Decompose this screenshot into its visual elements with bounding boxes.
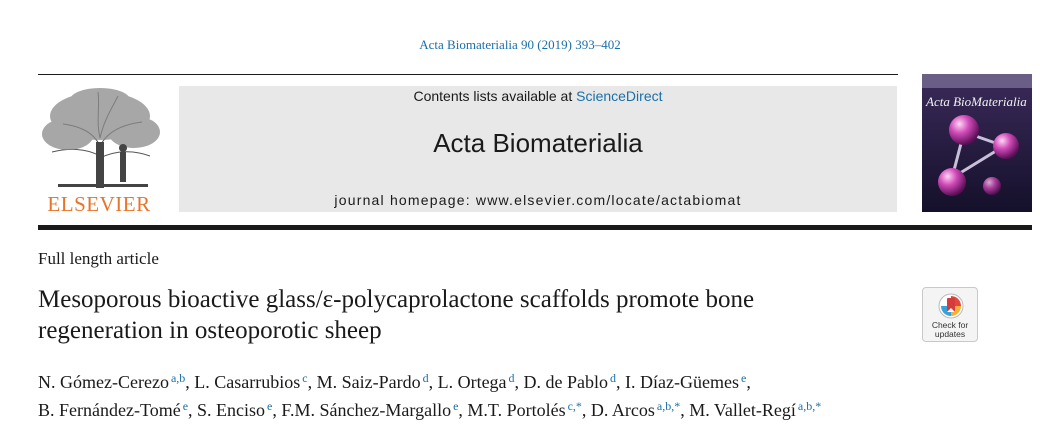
author-name[interactable]: F.M. Sánchez-Margallo — [281, 400, 452, 420]
author-name[interactable]: M. Saiz-Pardo — [316, 372, 421, 392]
author-name[interactable]: B. Fernández-Tomé — [38, 400, 181, 420]
article-type: Full length article — [38, 249, 159, 268]
publisher-name[interactable]: ELSEVIER — [47, 192, 151, 216]
author-line-1 — [38, 366, 1038, 394]
author-separator: , — [514, 372, 524, 392]
author-separator: , — [458, 400, 468, 420]
author-separator: , — [746, 372, 751, 392]
author-name[interactable]: M. Vallet-Regí — [689, 400, 796, 420]
author-affiliation-marker[interactable]: e — [741, 371, 747, 385]
author-separator: , — [581, 400, 591, 420]
journal-citation[interactable]: Acta Biomaterialia 90 (2019) 393–402 — [419, 37, 621, 52]
cover-title: Acta BioMaterialia — [926, 94, 1027, 109]
sciencedirect-link[interactable]: ScienceDirect — [576, 88, 663, 104]
author-name[interactable]: D. Arcos — [590, 400, 655, 420]
author-affiliation-marker[interactable]: d — [508, 371, 515, 385]
journal-title: Acta Biomaterialia — [433, 128, 643, 158]
article-title-line-2: regeneration in osteoporotic sheep — [38, 317, 382, 344]
author-separator: , — [307, 372, 317, 392]
author-affiliation-marker[interactable]: d — [422, 371, 429, 385]
article-title-line-1: Mesoporous bioactive glass/ε-polycaprolactone scaffolds promote bone — [38, 286, 755, 313]
header-divider — [38, 74, 898, 75]
title-divider — [38, 225, 1032, 230]
author-affiliation-marker[interactable]: a,b,* — [797, 399, 822, 413]
author-name[interactable]: M.T. Portolés — [467, 400, 566, 420]
author-separator: , — [185, 372, 195, 392]
author-name[interactable]: D. de Pablo — [523, 372, 609, 392]
author-line-2 — [38, 394, 1038, 422]
crossmark-icon — [937, 292, 965, 320]
contents-prefix: Contents lists available at — [413, 88, 577, 104]
author-separator: , — [428, 372, 438, 392]
author-name[interactable]: S. Enciso — [197, 400, 266, 420]
contents-availability — [179, 88, 897, 104]
article-title — [38, 284, 908, 346]
journal-masthead — [179, 86, 897, 212]
author-affiliation-marker[interactable]: e — [182, 399, 189, 413]
author-affiliation-marker[interactable]: d — [610, 371, 617, 385]
author-separator: , — [272, 400, 282, 420]
check-for-updates-button[interactable] — [922, 287, 978, 342]
author-separator: , — [680, 400, 690, 420]
author-separator: , — [616, 372, 626, 392]
journal-cover-image[interactable] — [922, 74, 1032, 212]
author-affiliation-marker[interactable]: c — [302, 371, 308, 385]
author-affiliation-marker[interactable]: e — [267, 399, 273, 413]
author-list — [38, 366, 1038, 422]
author-affiliation-marker[interactable]: a,b — [170, 371, 186, 385]
author-affiliation-marker[interactable]: e — [453, 399, 459, 413]
author-name[interactable]: N. Gómez-Cerezo — [38, 372, 169, 392]
author-name[interactable]: L. Ortega — [437, 372, 507, 392]
author-affiliation-marker[interactable]: a,b,* — [656, 399, 681, 413]
author-name[interactable]: I. Díaz-Güemes — [625, 372, 739, 392]
journal-homepage-link[interactable]: journal homepage: www.elsevier.com/locate/actabiomat — [334, 192, 742, 208]
author-affiliation-marker[interactable]: c,* — [567, 399, 582, 413]
check-for-updates-label: Check for updates — [931, 320, 969, 339]
author-separator: , — [188, 400, 198, 420]
author-name[interactable]: L. Casarrubios — [194, 372, 301, 392]
